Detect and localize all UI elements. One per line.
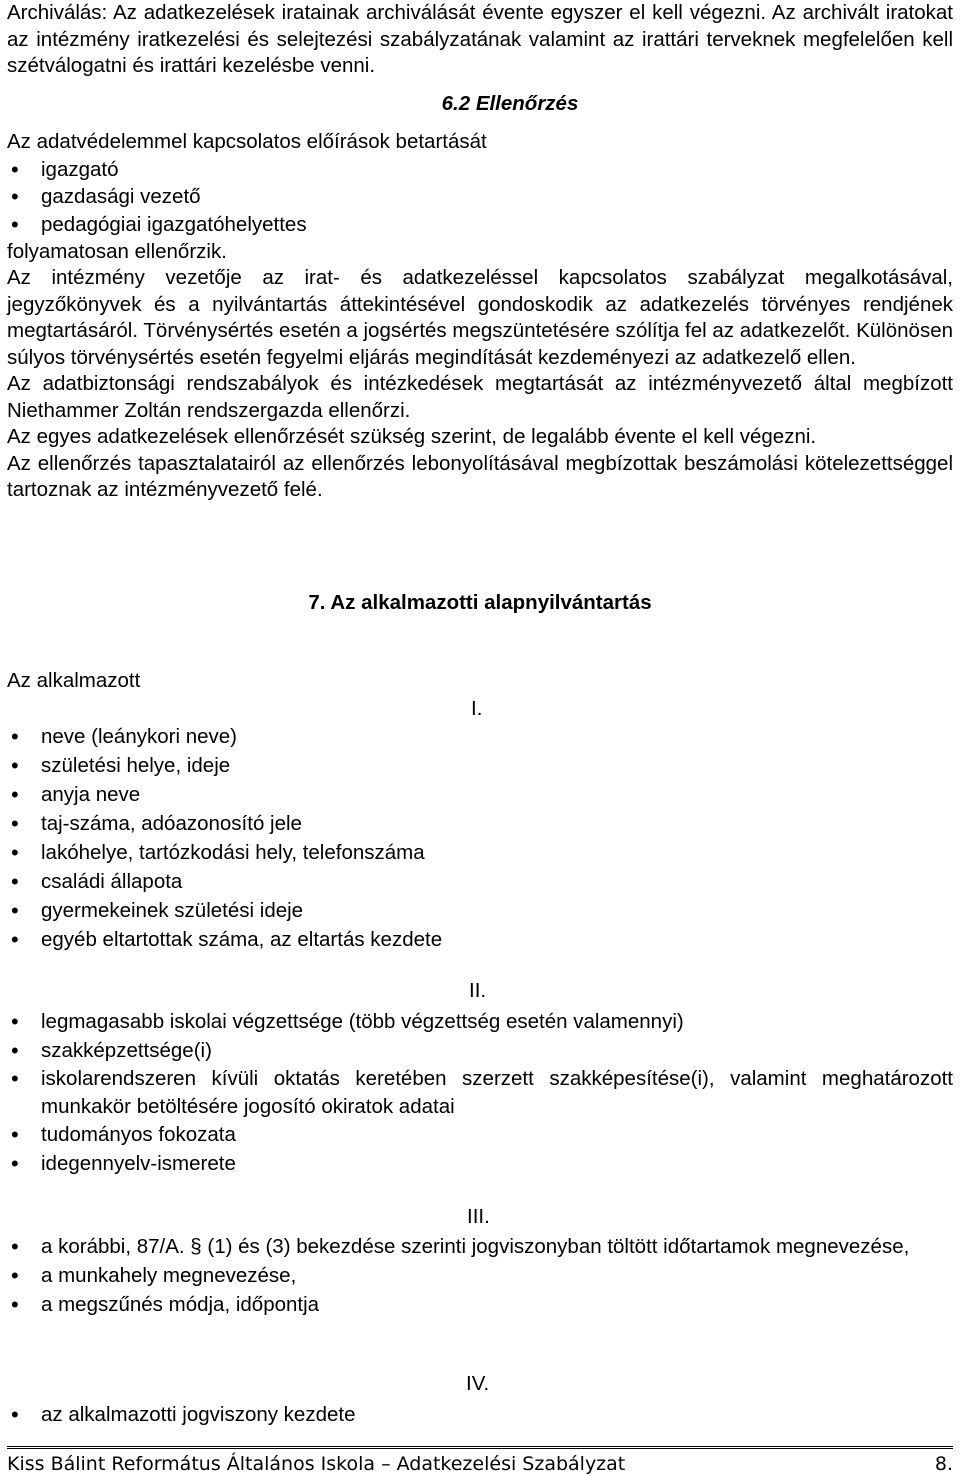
list-item: • szakképzettsége(i)	[7, 1036, 953, 1065]
section-heading-7: 7. Az alkalmazotti alapnyilvántartás	[308, 591, 652, 614]
paragraph: Az adatbiztonsági rendszabályok és intézkedések megtartását az intézményvezető által megbízott Niethammer Zoltán rendszergazda ellenőrzi.	[7, 372, 953, 422]
page-content	[7, 0, 953, 504]
roman-numeral: I.	[471, 697, 483, 720]
list-item: • a munkahely megnevezése,	[7, 1261, 953, 1290]
list-item: • tudományos fokozata	[7, 1120, 953, 1149]
list-item: • idegennyelv-ismerete	[7, 1149, 953, 1178]
archival-paragraph: Archiválás: Az adatkezelések iratainak archiválását évente egyszer el kell végezni. Az archivált iratokat az intézmény iratkezelési és selejtezési szabályzatának valamint az irattári terveknek megfelelően kell szétválogatni és irattári kezelésbe venni.	[7, 1, 953, 77]
roman-numeral: III.	[467, 1205, 490, 1228]
page-footer	[7, 1446, 953, 1475]
group-list-iv	[7, 1400, 953, 1429]
section-heading-6-2: 6.2 Ellenőrzés	[441, 91, 579, 115]
list-item: • lakóhelye, tartózkodási hely, telefonszáma	[7, 838, 953, 867]
list-item: • legmagasabb iskolai végzettsége (több végzettség esetén valamennyi)	[7, 1007, 953, 1036]
paragraph: Az egyes adatkezelések ellenőrzését szükség szerint, de legalább évente el kell végezni.	[7, 425, 817, 449]
group-list-ii	[7, 1007, 953, 1178]
list-item: • taj-száma, adóazonosító jele	[7, 809, 953, 838]
page-number: 8.	[934, 1453, 953, 1475]
list-item: • gyermekeinek születési ideje	[7, 896, 953, 925]
list-item: • az alkalmazotti jogviszony kezdete	[7, 1400, 953, 1429]
list-item: • anyja neve	[7, 780, 953, 809]
group-list-iii	[7, 1233, 953, 1319]
group-list-i	[7, 722, 953, 954]
list-item: • egyéb eltartottak száma, az eltartás kezdete	[7, 925, 953, 954]
list-item: • pedagógiai igazgatóhelyettes	[7, 211, 953, 239]
paragraph: Az ellenőrzés tapasztalatairól az ellenőrzés lebonyolításával megbízottak beszámolási kötelezettséggel tartoznak az intézményvezető felé.	[7, 451, 953, 502]
paragraph: Az intézmény vezetője az irat- és adatkezeléssel kapcsolatos szabályzat megalkotásával, jegyzőkönyvek és a nyilvántartás áttekintésével gondoskodik az adatkezelés törvényes rendjének megtartásáról. Törvénysértés esetén a jogsértés megszüntetésére szólítja fel az adatkezelőt. Különösen súlyos törvénysértés esetén fegyelmi eljárás megindítását kezdeményezi az adatkezelő ellen.	[7, 266, 953, 369]
list-item: • a korábbi, 87/A. § (1) és (3) bekezdése szerinti jogviszonyban töltött időtartamok megnevezése,	[7, 1233, 953, 1261]
control-intro: Az adatvédelemmel kapcsolatos előírások betartását	[7, 130, 487, 153]
list-item: • gazdasági vezető	[7, 183, 953, 211]
list-item: • neve (leánykori neve)	[7, 722, 953, 751]
controller-list	[7, 156, 953, 239]
roman-numeral: II.	[469, 979, 487, 1002]
list-item: • iskolarendszeren kívüli oktatás keretében szerzett szakképesítése(i), valamint meghatározott munkakör betöltésére jogosító okiratok adatai	[7, 1065, 953, 1120]
list-item: • a megszűnés módja, időpontja	[7, 1290, 953, 1319]
roman-numeral: IV.	[466, 1372, 490, 1395]
list-item: • születési helye, ideje	[7, 751, 953, 780]
employee-intro: Az alkalmazott	[7, 669, 141, 692]
control-outro: folyamatosan ellenőrzik.	[7, 239, 227, 263]
list-item: • igazgató	[7, 156, 953, 184]
list-item: • családi állapota	[7, 867, 953, 896]
footer-title: Kiss Bálint Református Általános Iskola – Adatkezelési Szabályzat	[7, 1453, 626, 1475]
